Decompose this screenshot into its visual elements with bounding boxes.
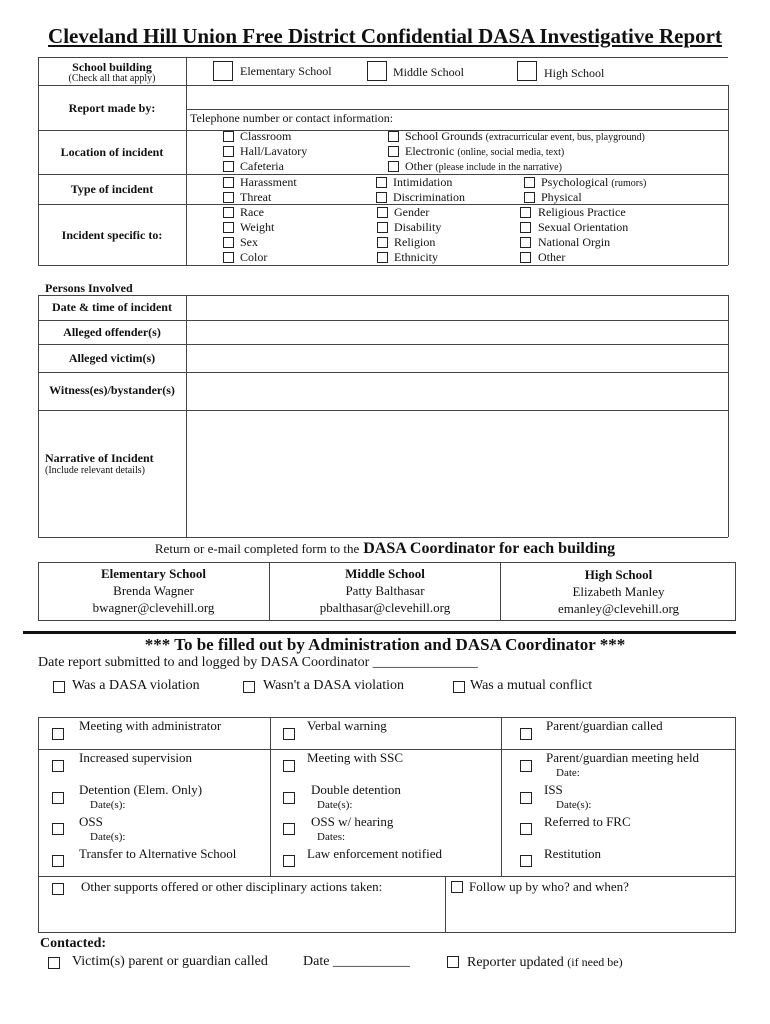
report-made-by-label: Report made by: xyxy=(68,101,156,115)
date-logged-text: Date report submitted to and logged by DASA Coordinator _______________ xyxy=(38,655,478,670)
law-enforcement-label: Law enforcement notified xyxy=(307,846,442,861)
national-origin-checkbox[interactable] xyxy=(520,237,531,248)
row-divider xyxy=(38,372,728,373)
other-specific-checkbox[interactable] xyxy=(520,252,531,263)
color-checkbox[interactable] xyxy=(223,252,234,263)
oss-hearing-checkbox[interactable] xyxy=(283,823,295,835)
religious-practice-checkbox[interactable] xyxy=(520,207,531,218)
school-grounds-checkbox[interactable] xyxy=(388,131,399,142)
weight-checkbox[interactable] xyxy=(223,222,234,233)
sexual-orientation-label: Sexual Orientation xyxy=(538,220,629,234)
religious-practice-label: Religious Practice xyxy=(538,205,626,219)
double-detention-dates: Date(s): xyxy=(317,799,353,811)
electronic-label xyxy=(405,144,564,159)
coordinator-high xyxy=(501,566,736,617)
row-divider xyxy=(186,109,728,110)
iss-checkbox[interactable] xyxy=(520,792,532,804)
physical-label: Physical xyxy=(541,190,582,204)
date-time-field[interactable] xyxy=(188,297,726,319)
row-divider xyxy=(38,85,728,86)
other-supports-label: Other supports offered or other disciplinary actions taken: xyxy=(81,879,383,894)
elementary-school-label: Elementary School xyxy=(240,64,332,78)
page-title: Cleveland Hill Union Free District Confidential DASA Investigative Report xyxy=(48,24,722,48)
persons-top-rule xyxy=(38,295,728,296)
reporter-updated-note: (if need be) xyxy=(567,955,623,969)
coordinator-email[interactable]: emanley@clevehill.org xyxy=(557,601,680,616)
date-time-label: Date & time of incident xyxy=(52,300,172,314)
race-label: Race xyxy=(240,205,264,219)
coordinator-school: High School xyxy=(584,567,653,582)
meeting-ssc-checkbox[interactable] xyxy=(283,760,295,772)
persons-right-border xyxy=(728,295,729,537)
actions-col-divider xyxy=(270,717,271,876)
middle-school-label: Middle School xyxy=(393,65,464,79)
coordinator-name: Elizabeth Manley xyxy=(572,584,665,599)
coordinator-middle xyxy=(270,565,500,616)
increased-supervision-label: Increased supervision xyxy=(79,750,192,765)
weight-label: Weight xyxy=(240,220,275,234)
contacted-date: Date ___________ xyxy=(303,954,410,969)
coordinator-email[interactable]: bwagner@clevehill.org xyxy=(92,600,215,615)
school-grounds-text: School Grounds xyxy=(405,129,483,143)
iss-dates: Date(s): xyxy=(556,799,592,811)
classroom-checkbox[interactable] xyxy=(223,131,234,142)
alleged-offender-field[interactable] xyxy=(188,322,726,343)
witness-label: Witness(es)/bystander(s) xyxy=(49,383,175,397)
row-divider xyxy=(38,320,728,321)
other-location-label xyxy=(405,159,562,174)
verbal-warning-label: Verbal warning xyxy=(307,718,387,733)
parent-meeting-date: Date: xyxy=(556,767,580,779)
oss-label: OSS xyxy=(79,814,103,829)
parent-called-checkbox[interactable] xyxy=(520,728,532,740)
contact-info-label: Telephone number or contact information: xyxy=(190,111,394,125)
oss-hearing-dates: Dates: xyxy=(317,831,346,843)
reporter-updated-text: Reporter updated xyxy=(467,955,564,970)
sex-checkbox[interactable] xyxy=(223,237,234,248)
coordinator-name: Patty Balthasar xyxy=(345,583,425,598)
referred-frc-label: Referred to FRC xyxy=(544,814,631,829)
disability-label: Disability xyxy=(394,220,442,234)
narrative-sublabel: (Include relevant details) xyxy=(45,465,145,476)
admin-heading: *** To be filled out by Administration and DASA Coordinator *** xyxy=(144,635,626,654)
restitution-label: Restitution xyxy=(544,846,602,861)
follow-up-checkbox[interactable] xyxy=(451,881,463,893)
top-rule xyxy=(38,57,728,58)
admin-section-rule xyxy=(23,631,736,634)
sexual-orientation-checkbox[interactable] xyxy=(520,222,531,233)
other-supports-checkbox[interactable] xyxy=(52,883,64,895)
school-building-label: School building xyxy=(72,60,152,74)
persons-bottom-rule xyxy=(38,537,728,538)
label-col-divider xyxy=(186,57,187,265)
threat-label: Threat xyxy=(240,190,272,204)
electronic-checkbox[interactable] xyxy=(388,146,399,157)
threat-checkbox[interactable] xyxy=(223,192,234,203)
oss-hearing-label: OSS w/ hearing xyxy=(311,814,394,829)
narrative-label: Narrative of Incident xyxy=(45,451,154,465)
school-building-sublabel: (Check all that apply) xyxy=(68,73,156,84)
alleged-victim-field[interactable] xyxy=(188,346,726,371)
not-dasa-violation-label: Wasn't a DASA violation xyxy=(263,678,404,693)
top-bottom-rule xyxy=(38,265,728,266)
cafeteria-checkbox[interactable] xyxy=(223,161,234,172)
alleged-victim-label: Alleged victim(s) xyxy=(68,351,156,365)
verbal-warning-checkbox[interactable] xyxy=(283,728,295,740)
meeting-admin-checkbox[interactable] xyxy=(52,728,64,740)
color-label: Color xyxy=(240,250,268,264)
law-enforcement-checkbox[interactable] xyxy=(283,855,295,867)
harassment-checkbox[interactable] xyxy=(223,177,234,188)
elementary-school-checkbox[interactable] xyxy=(213,61,233,81)
increased-supervision-checkbox[interactable] xyxy=(52,760,64,772)
coordinator-email[interactable]: pbalthasar@clevehill.org xyxy=(319,600,451,615)
persons-col-divider xyxy=(186,295,187,537)
national-origin-label: National Orgin xyxy=(538,235,611,249)
follow-up-label: Follow up by who? and when? xyxy=(469,879,629,894)
transfer-alt-school-checkbox[interactable] xyxy=(52,855,64,867)
dasa-violation-checkbox[interactable] xyxy=(53,681,65,693)
cafeteria-label: Cafeteria xyxy=(240,159,284,173)
gender-label: Gender xyxy=(394,205,430,219)
alleged-offender-label: Alleged offender(s) xyxy=(63,325,161,339)
type-label: Type of incident xyxy=(70,182,154,196)
disability-checkbox[interactable] xyxy=(377,222,388,233)
return-note-prefix: Return or e-mail completed form to the xyxy=(154,541,360,556)
other-specific-label: Other xyxy=(538,250,566,264)
specific-label: Incident specific to: xyxy=(61,228,163,242)
religion-label: Religion xyxy=(394,235,436,249)
psychological-label xyxy=(541,175,646,190)
physical-checkbox[interactable] xyxy=(524,192,535,203)
row-divider xyxy=(38,410,728,411)
detention-label: Detention (Elem. Only) xyxy=(79,782,203,797)
hall-lavatory-checkbox[interactable] xyxy=(223,146,234,157)
dasa-violation-label: Was a DASA violation xyxy=(72,678,200,693)
coordinator-school: Middle School xyxy=(345,566,425,581)
coordinator-school: Elementary School xyxy=(100,566,207,581)
discrimination-checkbox[interactable] xyxy=(376,192,387,203)
detention-checkbox[interactable] xyxy=(52,792,64,804)
mutual-conflict-label: Was a mutual conflict xyxy=(470,678,593,693)
coordinator-elementary xyxy=(38,565,269,616)
school-grounds-note: (extracurricular event, bus, playground) xyxy=(485,132,645,143)
transfer-alt-school-label: Transfer to Alternative School xyxy=(79,846,237,861)
psychological-note: (rumors) xyxy=(611,178,647,189)
return-note xyxy=(40,540,730,558)
discrimination-label: Discrimination xyxy=(393,190,465,204)
iss-label: ISS xyxy=(544,782,563,797)
location-label: Location of incident xyxy=(60,145,164,159)
contacted-heading: Contacted: xyxy=(40,936,107,951)
parent-meeting-label: Parent/guardian meeting held xyxy=(546,750,700,765)
psychological-checkbox[interactable] xyxy=(524,177,535,188)
not-dasa-violation-checkbox[interactable] xyxy=(243,681,255,693)
harassment-label: Harassment xyxy=(240,175,297,189)
victim-parent-label: Victim(s) parent or guardian called xyxy=(72,954,268,969)
victim-parent-checkbox[interactable] xyxy=(48,957,60,969)
mutual-conflict-checkbox[interactable] xyxy=(453,681,465,693)
ethnicity-checkbox[interactable] xyxy=(377,252,388,263)
other-location-note: (please include in the narrative) xyxy=(435,162,562,173)
other-location-text: Other xyxy=(405,159,433,173)
other-location-checkbox[interactable] xyxy=(388,161,399,172)
high-school-checkbox[interactable] xyxy=(517,61,537,81)
actions-col-divider xyxy=(501,717,502,876)
oss-checkbox[interactable] xyxy=(52,823,64,835)
meeting-admin-label: Meeting with administrator xyxy=(79,718,222,733)
referred-frc-checkbox[interactable] xyxy=(520,823,532,835)
restitution-checkbox[interactable] xyxy=(520,855,532,867)
parent-called-label: Parent/guardian called xyxy=(546,718,663,733)
reporter-updated-label xyxy=(467,955,623,971)
parent-meeting-checkbox[interactable] xyxy=(520,760,532,772)
return-note-emphasis: DASA Coordinator for each building xyxy=(363,540,616,557)
actions-bottom-divider xyxy=(445,876,446,933)
school-grounds-label xyxy=(405,129,645,144)
intimidation-checkbox[interactable] xyxy=(376,177,387,188)
intimidation-label: Intimidation xyxy=(393,175,453,189)
psychological-text: Psychological xyxy=(541,175,609,189)
oss-dates: Date(s): xyxy=(90,831,126,843)
reporter-updated-checkbox[interactable] xyxy=(447,956,459,968)
gender-checkbox[interactable] xyxy=(377,207,388,218)
coordinator-name: Brenda Wagner xyxy=(113,583,194,598)
double-detention-label: Double detention xyxy=(311,782,401,797)
ethnicity-label: Ethnicity xyxy=(394,250,438,264)
narrative-field[interactable] xyxy=(188,412,726,536)
top-right-border xyxy=(728,85,729,265)
race-checkbox[interactable] xyxy=(223,207,234,218)
witness-field[interactable] xyxy=(188,374,726,409)
high-school-label: High School xyxy=(544,66,605,80)
electronic-text: Electronic xyxy=(405,144,455,158)
middle-school-checkbox[interactable] xyxy=(367,61,387,81)
actions-row-divider xyxy=(38,876,736,877)
double-detention-checkbox[interactable] xyxy=(283,792,295,804)
electronic-note: (online, social media, text) xyxy=(457,147,565,158)
sex-label: Sex xyxy=(240,235,258,249)
hall-lavatory-label: Hall/Lavatory xyxy=(240,144,308,158)
persons-heading: Persons Involved xyxy=(45,281,133,295)
religion-checkbox[interactable] xyxy=(377,237,388,248)
detention-dates: Date(s): xyxy=(90,799,126,811)
meeting-ssc-label: Meeting with SSC xyxy=(307,750,404,765)
classroom-label: Classroom xyxy=(240,129,292,143)
row-divider xyxy=(38,344,728,345)
